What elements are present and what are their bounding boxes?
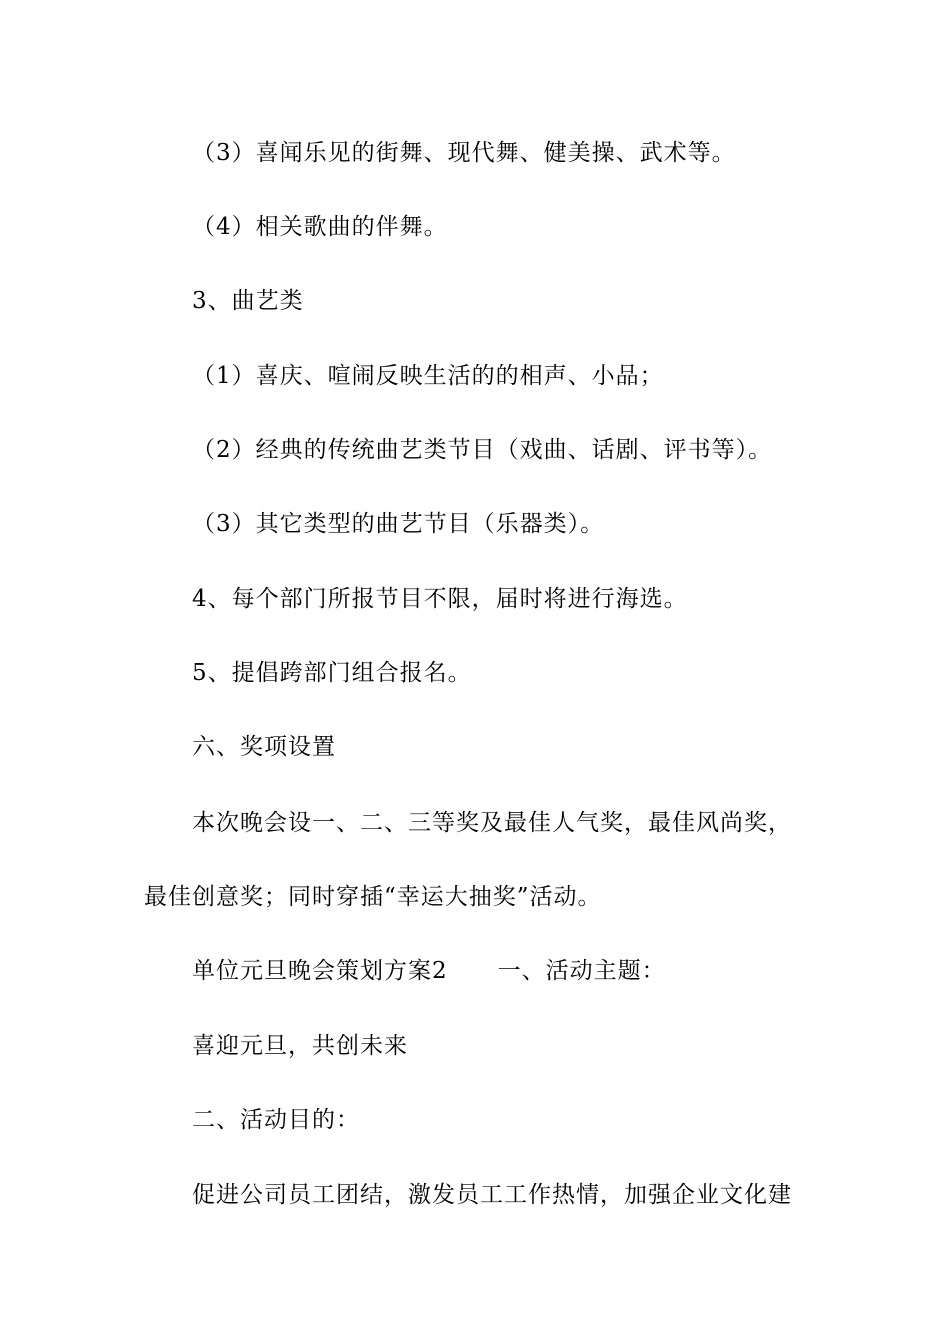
paragraph-quyi-item-3: （3）其它类型的曲艺节目（乐器类）。 [192, 511, 605, 537]
paragraph-theme: 喜迎元旦，共创未来 [192, 1033, 408, 1059]
plan-title: 单位元旦晚会策划方案2 [192, 958, 448, 984]
paragraph-dance-item-4: （4）相关歌曲的伴舞。 [192, 214, 448, 240]
paragraph-awards-line-2: 最佳创意奖；同时穿插“幸运大抽奖”活动。 [144, 884, 602, 910]
paragraph-purpose-line-1: 促进公司员工团结，激发员工工作热情，加强企业文化建 [192, 1182, 792, 1208]
paragraph-dance-item-3: （3）喜闻乐见的街舞、现代舞、健美操、武术等。 [192, 140, 736, 166]
paragraph-quyi-item-1: （1）喜庆、喧闹反映生活的的相声、小品； [192, 363, 664, 389]
paragraph-item-4: 4、每个部门所报节目不限，届时将进行海选。 [192, 586, 688, 612]
section-heading-quyi: 3、曲艺类 [192, 288, 304, 314]
section-heading-purpose: 二、活动目的： [192, 1107, 360, 1133]
section-heading-theme: 一、活动主题： [497, 958, 666, 984]
paragraph-item-5: 5、提倡跨部门组合报名。 [192, 660, 472, 686]
paragraph-awards-line-1: 本次晚会设一、二、三等奖及最佳人气奖，最佳风尚奖， [192, 810, 792, 836]
plan-title-line [192, 956, 666, 986]
paragraph-quyi-item-2: （2）经典的传统曲艺类节目（戏曲、话剧、评书等）。 [192, 437, 773, 463]
section-heading-awards: 六、奖项设置 [192, 734, 336, 760]
